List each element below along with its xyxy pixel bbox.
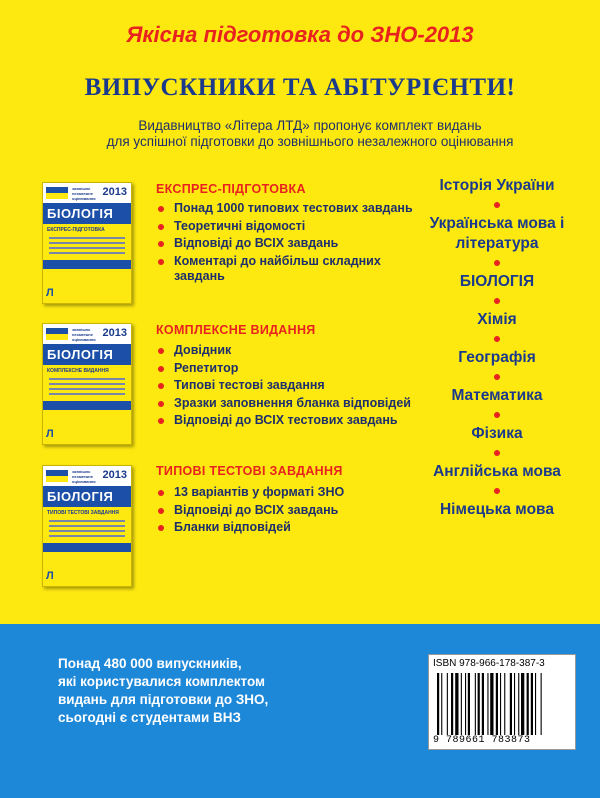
section-list-complex (156, 343, 416, 431)
subject-list (418, 176, 576, 520)
book-subtitle: КОМПЛЕКСНЕ ВИДАННЯ (47, 368, 109, 374)
book-title: БІОЛОГІЯ (43, 344, 131, 365)
book-cover-complex (42, 323, 132, 445)
book-year: 2013 (102, 327, 127, 339)
book-title: БІОЛОГІЯ (43, 486, 131, 507)
isbn-text: ISBN 978-966-178-387-3 (433, 658, 545, 669)
barcode-digits: 9 789661 783873 (433, 735, 531, 746)
subject-item: Англійська мова (433, 463, 561, 480)
publisher-logo: Л (46, 428, 54, 440)
list-item: Відповіді до ВСІХ завдань (156, 236, 416, 252)
section-title-complex: КОМПЛЕКСНЕ ВИДАННЯ (156, 323, 316, 337)
list-item: Теоретичні відомості (156, 219, 416, 235)
ukraine-flag-icon (46, 470, 68, 482)
book-series: зовнішнє незалежне оцінювання (72, 469, 96, 484)
section-title-typical: ТИПОВІ ТЕСТОВІ ЗАВДАННЯ (156, 464, 343, 478)
subject-item: Німецька мова (439, 501, 554, 518)
subject-item: Хімія (477, 311, 517, 328)
ukraine-flag-icon (46, 187, 68, 199)
book-cover-header (43, 324, 131, 344)
subject-item: Математика (451, 387, 543, 404)
book-subtitle: ЕКСПРЕС-ПІДГОТОВКА (47, 227, 105, 233)
bullet-dot-icon (494, 336, 500, 342)
list-item: Відповіді до ВСІХ тестових завдань (156, 413, 416, 429)
publisher-logo: Л (46, 287, 54, 299)
list-item: Довідник (156, 343, 416, 359)
bullet-dot-icon (494, 298, 500, 304)
bullet-dot-icon (494, 374, 500, 380)
book-year: 2013 (102, 469, 127, 481)
bottom-line-4: сьогодні є студентами ВНЗ (58, 710, 241, 725)
list-item: Зразки заповнення бланка відповідей (156, 396, 416, 412)
subject-item: Фізика (471, 425, 523, 442)
book-title: БІОЛОГІЯ (43, 203, 131, 224)
section-title-express: ЕКСПРЕС-ПІДГОТОВКА (156, 182, 306, 196)
book-cover-header (43, 466, 131, 486)
list-item: Бланки відповідей (156, 520, 416, 536)
subject-item: Історія України (439, 177, 555, 194)
book-cover-typical (42, 465, 132, 587)
list-item: 13 варіантів у форматі ЗНО (156, 485, 416, 501)
list-item: Типові тестові завдання (156, 378, 416, 394)
bottom-line-3: видань для підготовки до ЗНО, (58, 692, 269, 707)
section-list-express (156, 201, 416, 287)
bullet-dot-icon (494, 260, 500, 266)
book-series: зовнішнє незалежне оцінювання (72, 327, 96, 342)
ukraine-flag-icon (46, 328, 68, 340)
book-series: зовнішнє незалежне оцінювання (72, 186, 96, 201)
intro-text (40, 118, 580, 150)
list-item: Коментарі до найбільш складних завдань (156, 254, 416, 285)
barcode-box (428, 654, 576, 750)
list-item: Відповіді до ВСІХ завдань (156, 503, 416, 519)
section-list-typical (156, 485, 416, 538)
headline: ВИПУСКНИКИ ТА АБІТУРІЄНТИ! (84, 74, 516, 101)
barcode-icon (437, 673, 569, 735)
bottom-text (58, 655, 358, 727)
bottom-line-2: які користувалися комплектом (58, 674, 266, 689)
intro-line-2: для успішної підготовки до зовнішнього незалежного оцінювання (106, 134, 514, 149)
bullet-dot-icon (494, 450, 500, 456)
subject-item: БІОЛОГІЯ (459, 273, 535, 290)
bottom-line-1: Понад 480 000 випускників, (58, 656, 242, 671)
book-cover-header (43, 183, 131, 203)
bullet-dot-icon (494, 202, 500, 208)
book-subtitle: ТИПОВІ ТЕСТОВІ ЗАВДАННЯ (47, 510, 119, 516)
list-item: Репетитор (156, 361, 416, 377)
subject-item: Українська мова і література (429, 215, 565, 252)
bullet-dot-icon (494, 412, 500, 418)
intro-line-1: Видавництво «Літера ЛТД» пропонує комплект видань (138, 118, 482, 133)
book-cover-express (42, 182, 132, 304)
publisher-logo: Л (46, 570, 54, 582)
bullet-dot-icon (494, 488, 500, 494)
list-item: Понад 1000 типових тестових завдань (156, 201, 416, 217)
subject-item: Географія (458, 349, 536, 366)
tagline: Якісна підготовка до ЗНО-2013 (126, 22, 474, 47)
book-year: 2013 (102, 186, 127, 198)
